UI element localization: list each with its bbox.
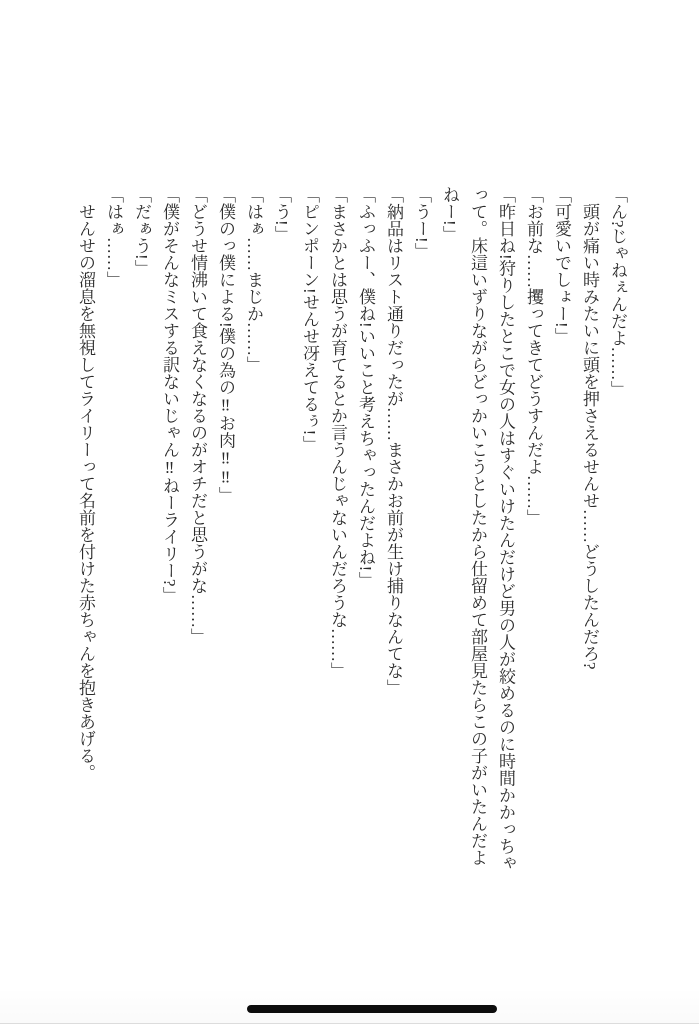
paragraph: 「ピンポーン!せんせ冴えてるぅ!」 <box>300 186 319 453</box>
paragraph: 「どうせ情沸いて食えなくなるのがオチだと思うがな……」 <box>188 186 207 645</box>
paragraph: 「僕がそんなミスする訳ないじゃん‼ねーライリー?」 <box>160 186 179 604</box>
paragraph: 「僕のっ僕による!僕の為の‼お肉‼‼」 <box>216 186 235 504</box>
paragraph: 「うー!」 <box>412 186 431 260</box>
paragraph: 「はぁ……」 <box>104 186 123 288</box>
home-indicator-bar[interactable] <box>247 1005 497 1013</box>
paragraph: 「昨日ね!狩りしたとこで女の人はすぐいけたんだけど男の人が絞めるのに時間かかっちゃって。床這いずりながらどっかいこうとしたから仕留めて部屋見たらこの子がいたんだよねー!」 <box>440 186 515 872</box>
paragraph: 「納品はリスト通りだったが……まさかお前が生け捕りなんてな」 <box>384 186 403 696</box>
page-text-vertical <box>71 186 631 874</box>
paragraph: 「まさかとは思うが育てるとか言うんじゃないんだろうな……」 <box>328 186 347 679</box>
paragraph: せんせの溜息を無視してライリーって名前を付けた赤ちゃんを抱きあげる。 <box>76 203 95 781</box>
paragraph: 「う!」 <box>272 186 291 243</box>
paragraph: 「お前な……攫ってきてどうすんだよ……」 <box>524 186 543 526</box>
paragraph: 「だぁう!」 <box>132 186 151 277</box>
paragraph: 「ん?じゃねぇんだよ……」 <box>608 186 627 398</box>
paragraph: 「可愛いでしょー!」 <box>552 186 571 345</box>
paragraph: 「ふっふー、僕ね!いいこと考えちゃったんだよね!」 <box>356 186 375 589</box>
paragraph: 頭が痛い時みたいに頭を押さえるせんせ……どうしたんだろ? <box>580 203 599 670</box>
paragraph: 「はぁ……まじか……」 <box>244 186 263 373</box>
